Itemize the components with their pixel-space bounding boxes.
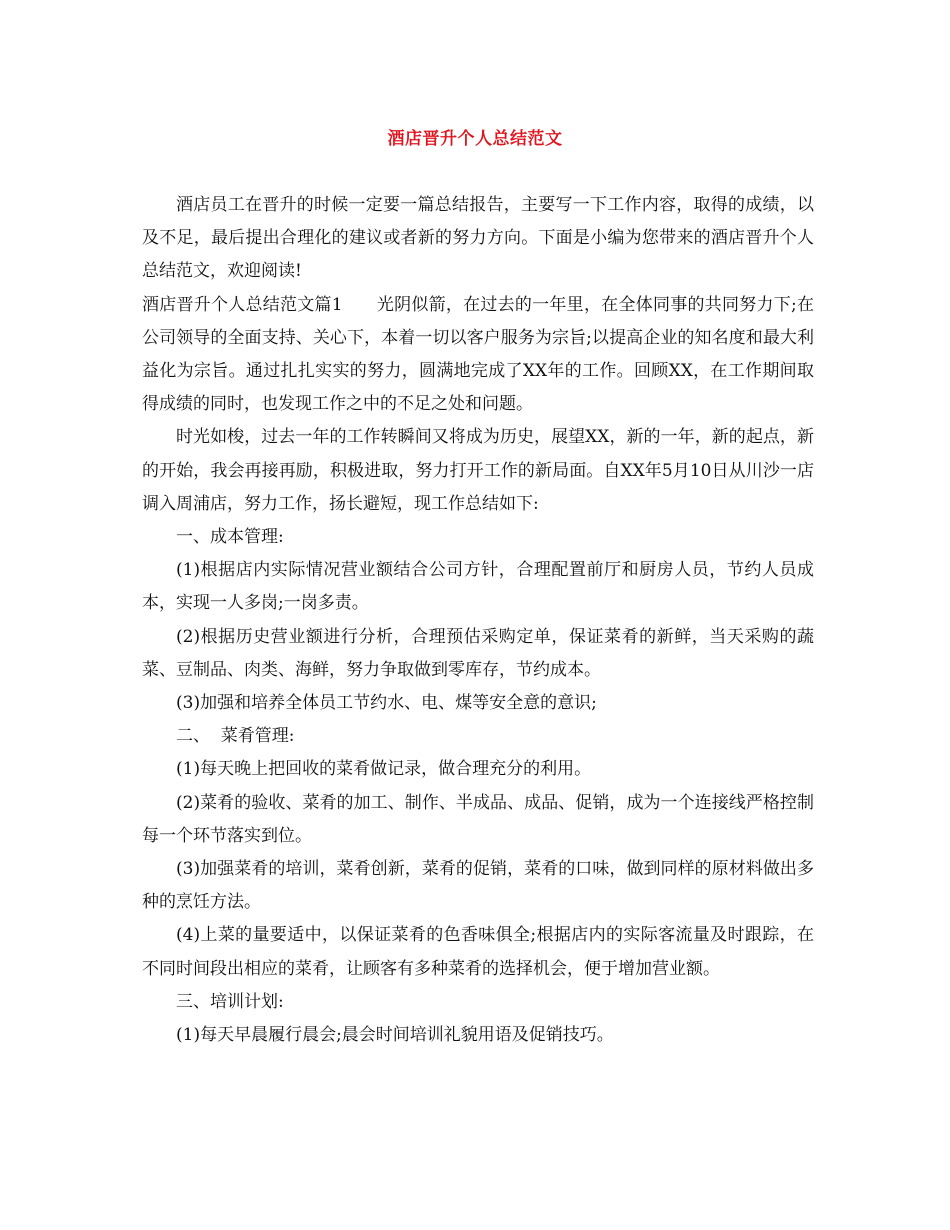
training-item-1: (1)每天早晨履行晨会;晨会时间培训礼貌用语及促销技巧。: [176, 1025, 614, 1046]
section-paragraph: [142, 289, 814, 422]
heading-dish-management: 二、 菜肴管理:: [176, 726, 295, 747]
cost-item-1: (1)根据店内实际情况营业额结合公司方针，合理配置前厅和厨房人员，节约人员成本，实现一人多岗;一岗多责。: [142, 560, 814, 614]
dish-item-3: (3)加强菜肴的培训，菜肴创新，菜肴的促销，菜肴的口味，做到同样的原材料做出多种的烹饪方法。: [142, 859, 814, 913]
dish-item-1: (1)每天晚上把回收的菜肴做记录，做合理充分的利用。: [176, 759, 592, 780]
heading-cost-management: 一、成本管理:: [176, 527, 284, 548]
document-title: 酒店晋升个人总结范文: [387, 129, 563, 149]
intro-paragraph: 酒店员工在晋升的时候一定要一篇总结报告，主要写一下工作内容，取得的成绩，以及不足，最后提出合理化的建议或者新的努力方向。下面是小编为您带来的酒店晋升个人总结范文，欢迎阅读!: [142, 195, 814, 282]
cost-item-2: (2)根据历史营业额进行分析，合理预估采购定单，保证菜肴的新鲜，当天采购的蔬菜、豆制品、肉类、海鲜，努力争取做到零库存，节约成本。: [142, 626, 814, 680]
section-first-paragraph: 光阴似箭，在过去的一年里，在全体同事的共同努力下;在公司领导的全面支持、关心下，本着一切以客户服务为宗旨;以提高企业的知名度和最大利益化为宗旨。通过扎扎实实的努力，圆满地完成了XX年的工作。回顾XX，在工作期间取得成绩的同时，也发现工作之中的不足之处和问题。: [142, 294, 814, 415]
section-label: 酒店晋升个人总结范文篇1: [142, 294, 343, 315]
dish-item-4: (4)上菜的量要适中，以保证菜肴的色香味俱全;根据店内的实际客流量及时跟踪，在不同时间段出相应的菜肴，让顾客有多种菜肴的选择机会，便于增加营业额。: [142, 925, 814, 979]
dish-item-2: (2)菜肴的验收、菜肴的加工、制作、半成品、成品、促销，成为一个连接线严格控制每一个环节落实到位。: [142, 792, 814, 846]
heading-training-plan: 三、培训计划:: [176, 991, 284, 1012]
paragraph-2: 时光如梭，过去一年的工作转瞬间又将成为历史，展望XX，新的一年，新的起点，新的开始，我会再接再励，积极进取，努力打开工作的新局面。自XX年5月10日从川沙一店调入周浦店，努力工作，扬长避短，现工作总结如下:: [142, 427, 814, 514]
cost-item-3: (3)加强和培养全体员工节约水、电、煤等安全意的意识;: [176, 693, 597, 714]
document-body: [142, 189, 814, 1052]
